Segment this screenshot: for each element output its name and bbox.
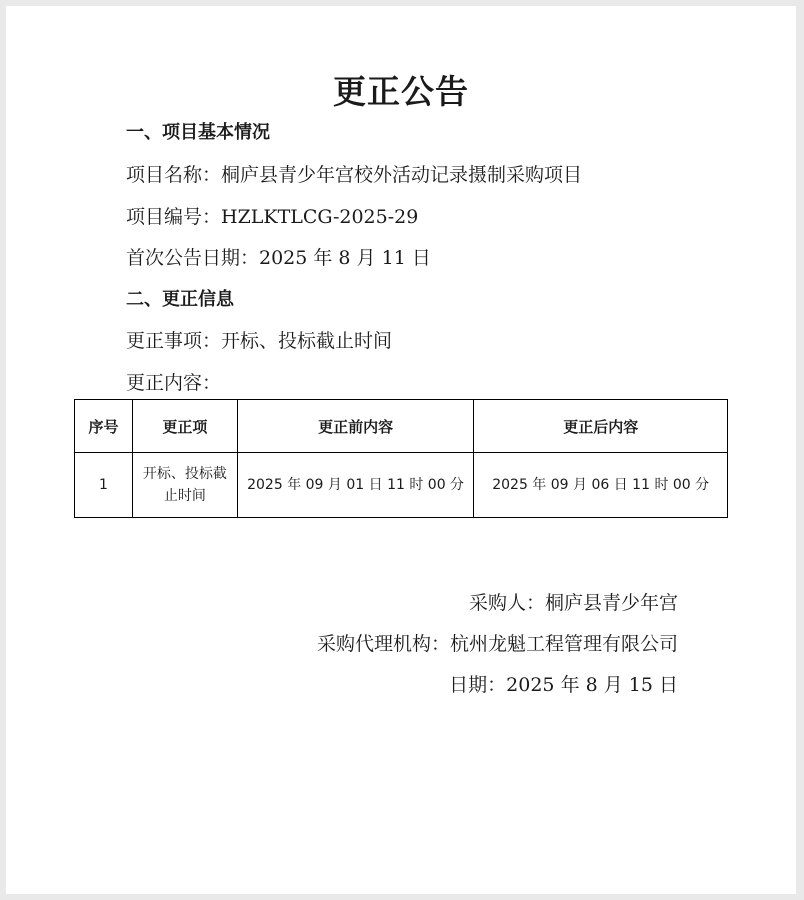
first-notice-date: 首次公告日期：2025 年 8 月 11 日 (126, 247, 431, 269)
cell-item: 开标、投标截止时间 (132, 453, 237, 518)
cell-before: 2025 年 09 月 01 日 11 时 00 分 (237, 453, 474, 518)
cell-seq: 1 (75, 453, 133, 518)
signature-date: 日期：2025 年 8 月 15 日 (449, 674, 678, 696)
procurement-agency: 采购代理机构：杭州龙魁工程管理有限公司 (316, 633, 678, 655)
correction-item: 更正事项：开标、投标截止时间 (126, 330, 393, 352)
section-heading-correction-info: 二、更正信息 (126, 289, 234, 310)
header-after: 更正后内容 (474, 400, 728, 453)
cell-after: 2025 年 09 月 06 日 11 时 00 分 (474, 453, 728, 518)
correction-content-label: 更正内容： (126, 372, 222, 394)
correction-table (74, 399, 728, 518)
header-before: 更正前内容 (237, 400, 474, 453)
page-title: 更正公告 (333, 72, 469, 111)
section-heading-basic-info: 一、项目基本情况 (126, 122, 270, 143)
table-row (75, 453, 728, 518)
document-page (6, 6, 796, 894)
project-name: 项目名称：桐庐县青少年宫校外活动记录摄制采购项目 (126, 164, 583, 186)
project-number: 项目编号：HZLKTLCG-2025-29 (126, 206, 419, 228)
table-header-row (75, 400, 728, 453)
header-seq: 序号 (75, 400, 133, 453)
header-item: 更正项 (132, 400, 237, 453)
purchaser: 采购人：桐庐县青少年宫 (468, 592, 678, 614)
